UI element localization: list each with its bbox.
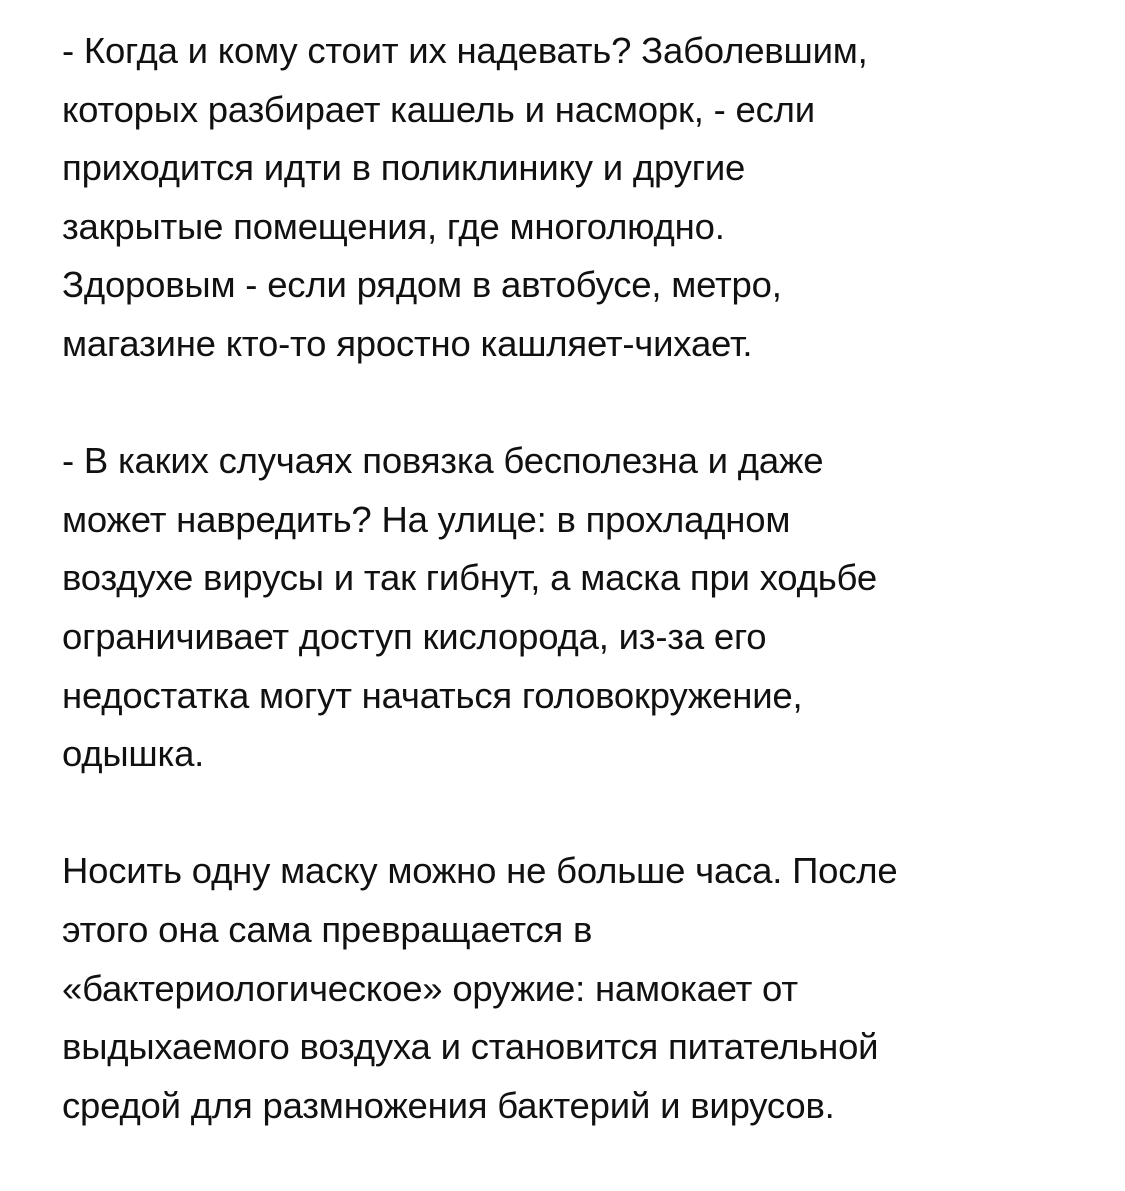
paragraph-mask-harm xyxy=(62,432,1085,784)
paragraph-mask-usage xyxy=(62,22,1085,374)
text-line: Носить одну маску можно не больше часа. После xyxy=(62,850,898,892)
text-line: магазине кто-то яростно кашляет-чихает. xyxy=(62,322,753,364)
paragraph-mask-duration xyxy=(62,842,1085,1135)
text-line: ограничивает доступ кислорода, из-за его xyxy=(62,615,767,657)
text-line: приходится идти в поликлинику и другие xyxy=(62,147,746,189)
text-line: закрытые помещения, где многолюдно. xyxy=(62,205,725,247)
text-line: - В каких случаях повязка бесполезна и даже xyxy=(62,440,824,482)
text-line: воздухе вирусы и так гибнут, а маска при ходьбе xyxy=(62,557,877,599)
paragraph-spacer xyxy=(62,784,1085,843)
text-line: Здоровым - если рядом в автобусе, метро, xyxy=(62,264,782,306)
text-line: средой для размножения бактерий и вирусов. xyxy=(62,1084,835,1126)
paragraph-spacer xyxy=(62,374,1085,433)
text-line: этого она сама превращается в xyxy=(62,908,593,950)
text-line: - Когда и кому стоит их надевать? Заболевшим, xyxy=(62,30,868,71)
text-line: выдыхаемого воздуха и становится питательной xyxy=(62,1026,879,1068)
text-line: «бактериологическое» оружие: намокает от xyxy=(62,967,798,1009)
text-line: которых разбирает кашель и насморк, - если xyxy=(62,88,815,130)
text-line: может навредить? На улице: в прохладном xyxy=(62,498,791,540)
text-line: одышка. xyxy=(62,733,205,775)
text-line: недостатка могут начаться головокружение, xyxy=(62,674,803,716)
